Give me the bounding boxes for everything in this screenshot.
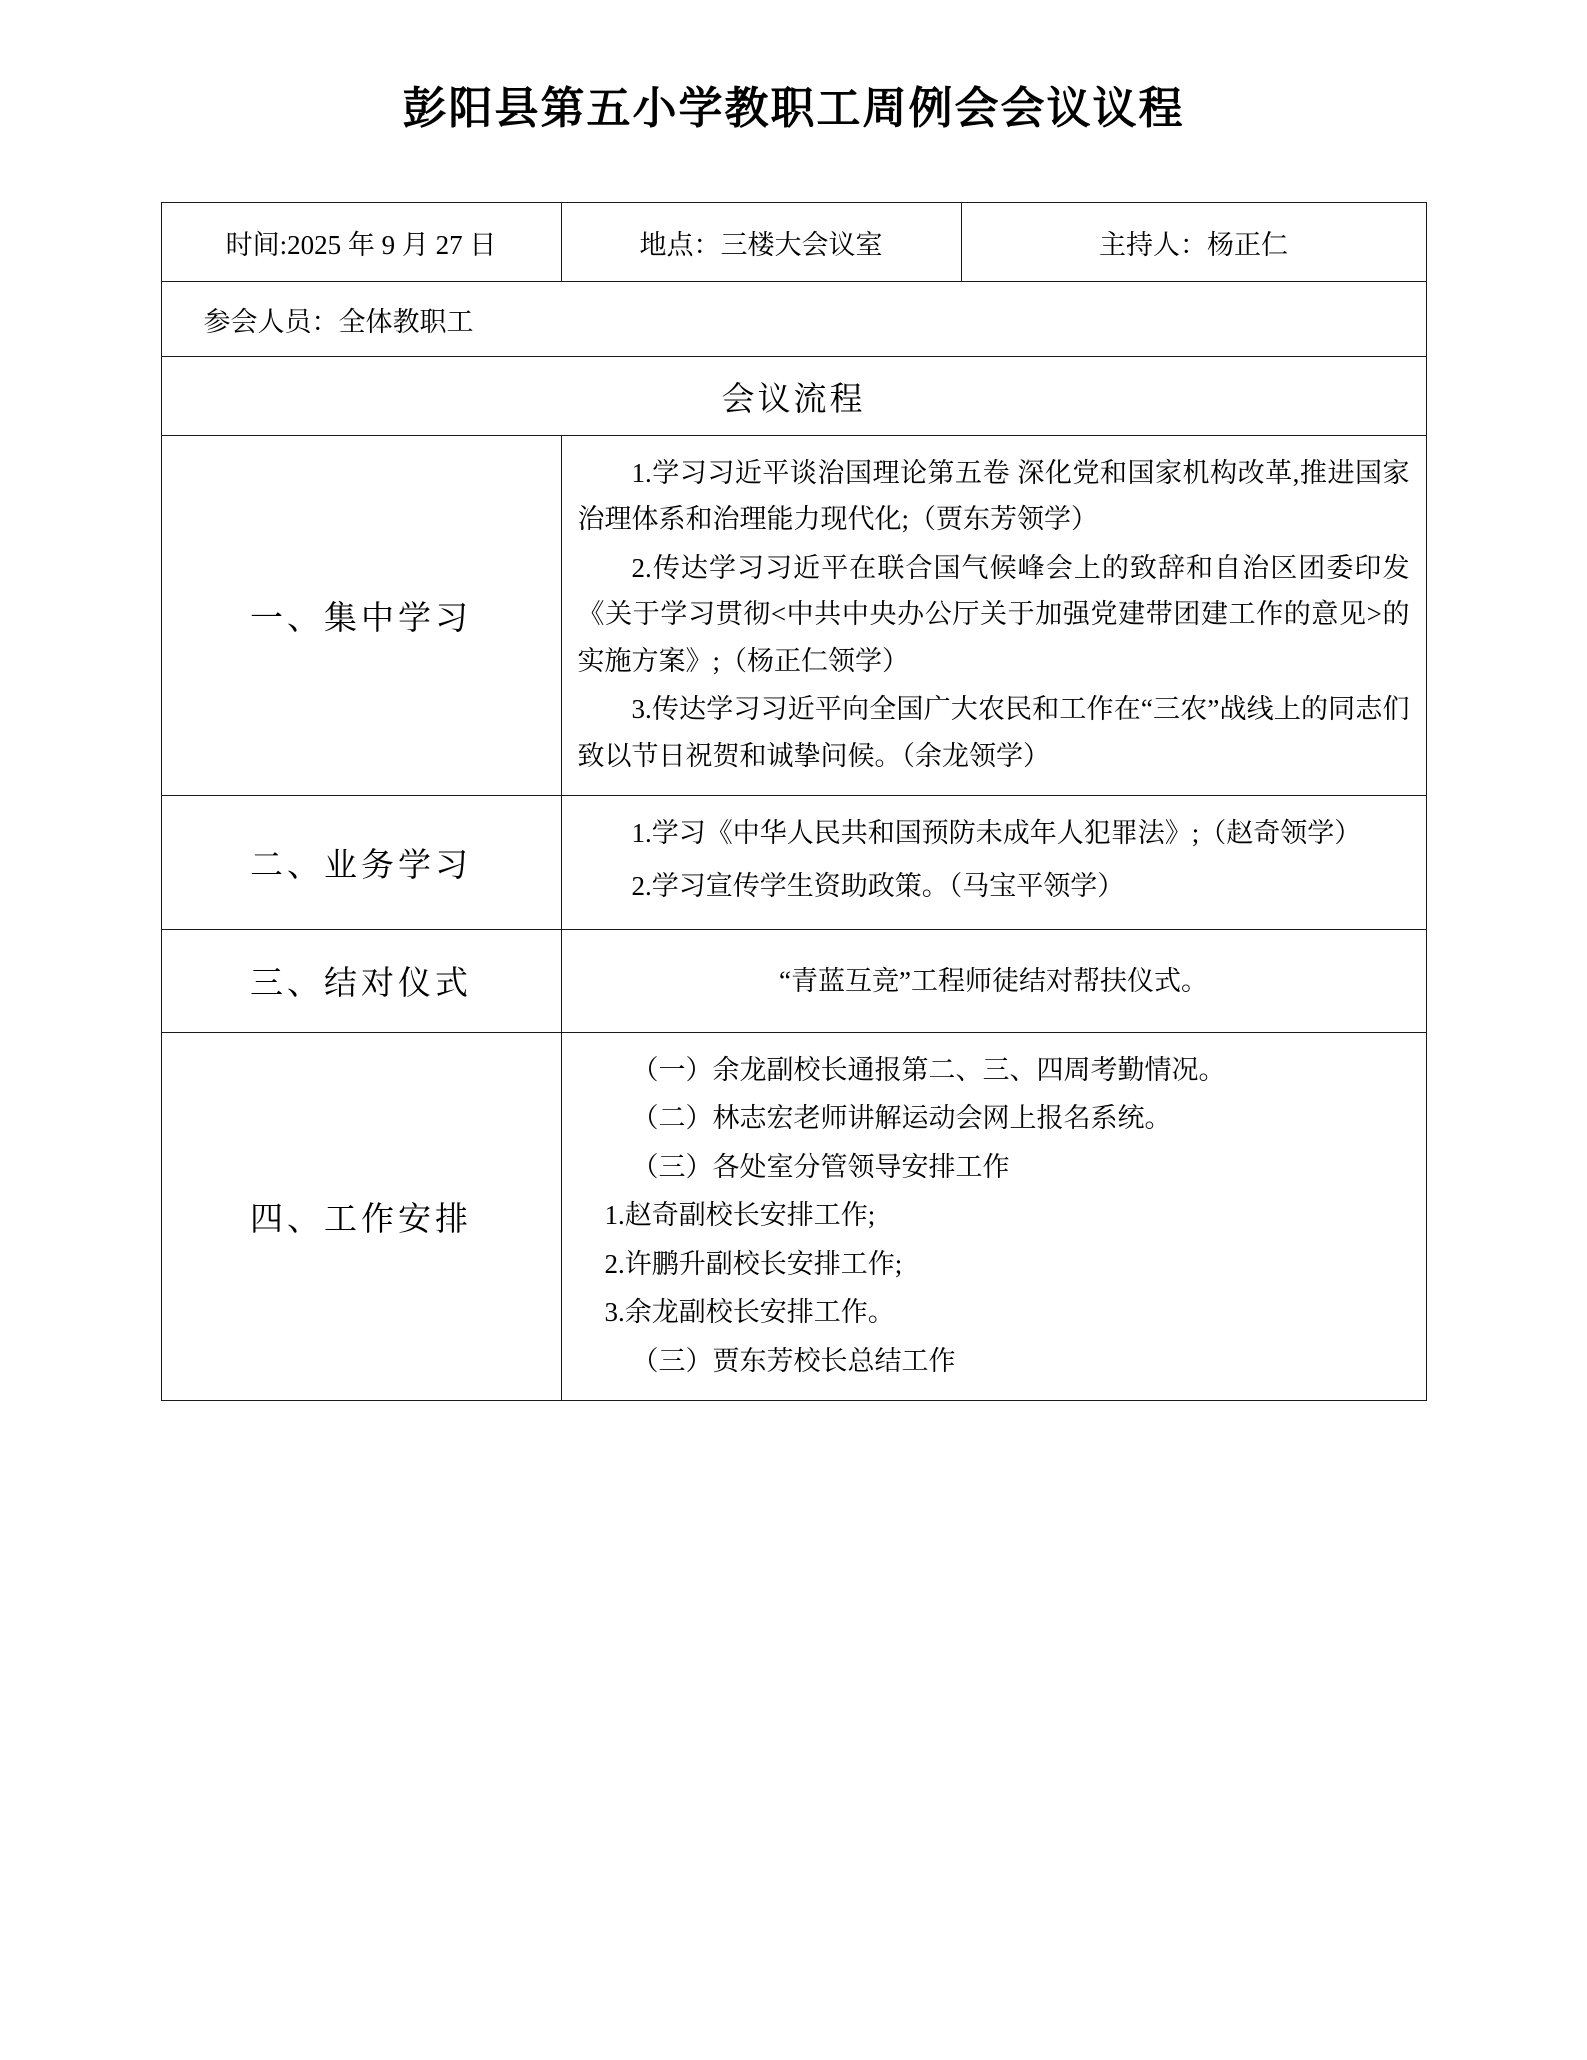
section-4-item-4: 1.赵奇副校长安排工作; [604, 1200, 876, 1231]
section-label-4: 四、工作安排 [161, 1032, 561, 1400]
agenda-table [161, 202, 1427, 1401]
table-row-meta [161, 203, 1426, 282]
section-2-item-2: 2.学习宣传学生资助政策。（马宝平领学） [631, 870, 1125, 901]
section-body-2 [561, 796, 1426, 930]
meeting-time: 时间:2025 年 9 月 27 日 [161, 203, 561, 282]
meeting-host: 主持人：杨正仁 [961, 203, 1426, 282]
section-4-item-3: （三）各处室分管领导安排工作 [631, 1151, 1010, 1182]
table-row-section-4 [161, 1032, 1426, 1400]
section-1-item-2: 2.传达学习习近平在联合国气候峰会上的致辞和自治区团委印发《关于学习贯彻<中共中央办公厅关于加强党建带团建工作的意见>的实施方案》;（杨正仁领学） [577, 552, 1410, 676]
section-4-item-5: 2.许鹏升副校长安排工作; [604, 1248, 903, 1279]
section-4-item-7: （三）贾东芳校长总结工作 [631, 1345, 956, 1376]
flow-header: 会议流程 [161, 357, 1426, 436]
section-label-1: 一、集中学习 [161, 436, 561, 796]
section-4-item-1: （一）余龙副校长通报第二、三、四周考勤情况。 [631, 1054, 1226, 1085]
section-4-item-2: （二）林志宏老师讲解运动会网上报名系统。 [631, 1103, 1172, 1134]
section-body-4 [561, 1032, 1426, 1400]
section-2-item-1: 1.学习《中华人民共和国预防未成年人犯罪法》;（赵奇领学） [631, 818, 1362, 849]
section-body-1 [561, 436, 1426, 796]
section-1-item-3: 3.传达学习习近平向全国广大农民和工作在“三农”战线上的同志们致以节日祝贺和诚挚问候。（余龙领学） [577, 694, 1410, 771]
meeting-attendees: 参会人员：全体教职工 [161, 282, 1426, 357]
table-row-attendees [161, 282, 1426, 357]
meeting-place: 地点：三楼大会议室 [561, 203, 961, 282]
page-title: 彭阳县第五小学教职工周例会会议议程 [402, 84, 1185, 133]
table-row-section-2 [161, 796, 1426, 930]
table-row-section-1 [161, 436, 1426, 796]
section-4-item-6: 3.余龙副校长安排工作。 [604, 1297, 895, 1328]
section-1-item-1: 1.学习习近平谈治国理论第五卷 深化党和国家机构改革,推进国家治理体系和治理能力现代化;（贾东芳领学） [577, 458, 1410, 535]
table-row-section-3 [161, 929, 1426, 1032]
section-label-2: 二、业务学习 [161, 796, 561, 930]
table-row-flow-header [161, 357, 1426, 436]
section-label-3: 三、结对仪式 [161, 929, 561, 1032]
section-body-3: “青蓝互竞”工程师徒结对帮扶仪式。 [561, 929, 1426, 1032]
